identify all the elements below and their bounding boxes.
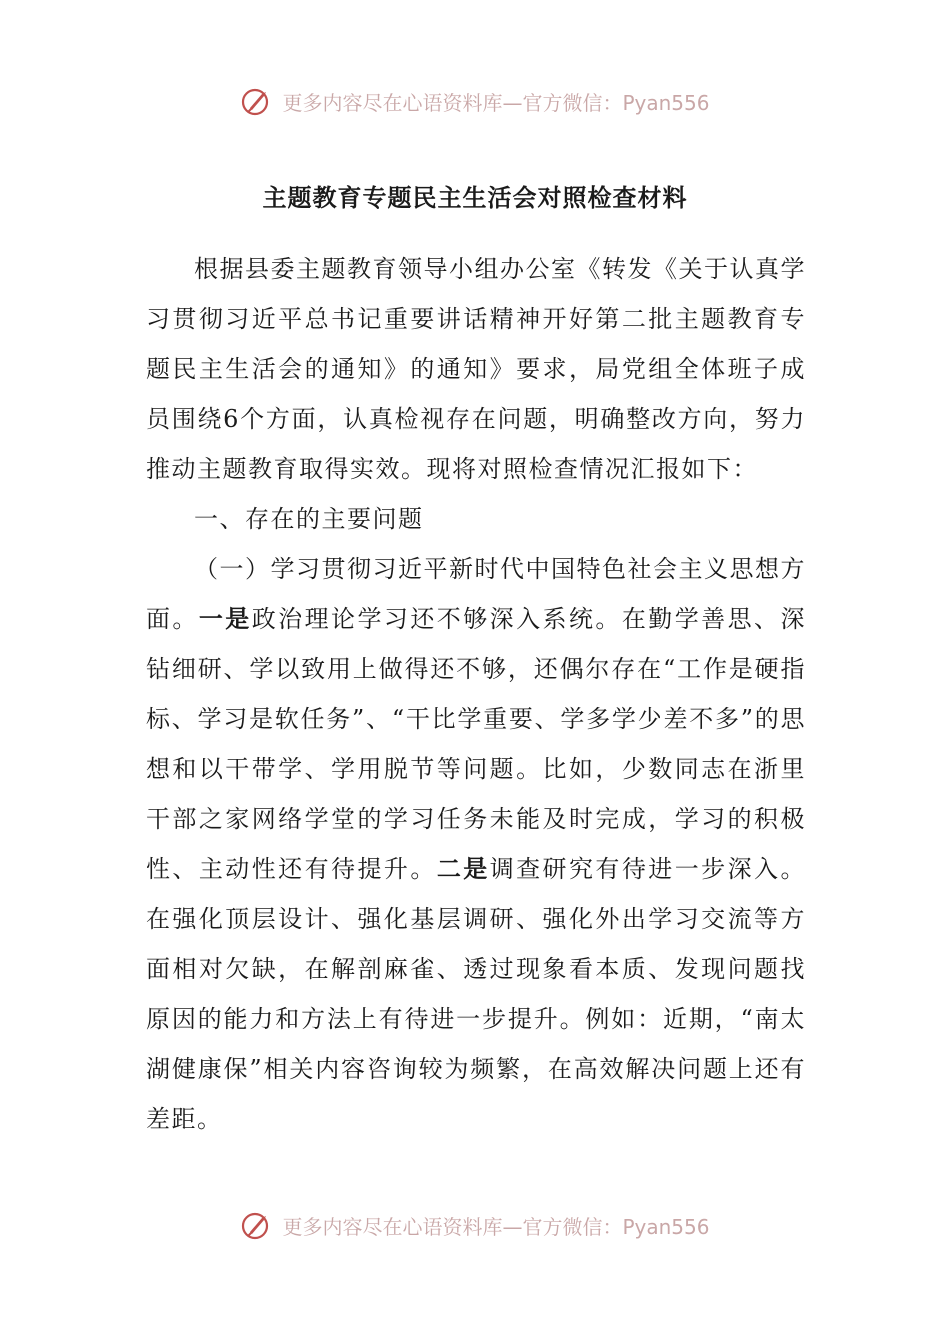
point-2-label: 二是 — [436, 854, 490, 883]
document-body — [146, 244, 806, 1144]
section-heading: 一、存在的主要问题 — [194, 505, 424, 533]
footer-watermark — [0, 1208, 950, 1242]
point-2-text: 调查研究有待进一步深入。在强化顶层设计、强化基层调研、强化外出学习交流等方面相对欠缺，在解剖麻雀、透过现象看本质、发现问题找原因的能力和方法上有待进一步提升。例如：近期，“南太湖健康保”相关内容咨询较为频繁，在高效解决问题上还有差距。 — [146, 855, 806, 1133]
point-1-text: 政治理论学习还不够深入系统。在勤学善思、深钻细研、学以致用上做得还不够，还偶尔存在“工作是硬指标、学习是软任务”、“干比学重要、学多学少差不多”的思想和以干带学、学用脱节等问题。比如，少数同志在浙里干部之家网络学堂的学习任务未能及时完成，学习的积极性、主动性还有待提升。 — [146, 605, 806, 883]
document-title: 主题教育专题民主生活会对照检查材料 — [262, 183, 688, 212]
watermark-text: 更多内容尽在心语资料库—官方微信：Pyan556 — [282, 90, 710, 115]
point-1-label: 一是 — [198, 604, 252, 633]
pen-nib-circle-icon — [240, 84, 274, 118]
intro-paragraph: 根据县委主题教育领导小组办公室《转发《关于认真学习贯彻习近平总书记重要讲话精神开好第二批主题教育专题民主生活会的通知》的通知》要求，局党组全体班子成员围绕6个方面，认真检视存在问题，明确整改方向，努力推动主题教育取得实效。现将对照检查情况汇报如下： — [146, 255, 806, 483]
item-1-paragraph — [146, 544, 806, 1144]
pen-nib-circle-icon — [240, 1208, 274, 1242]
item-1-lead: （一）学习贯彻习近平新时代中国特色社会主义思想方面。 — [146, 555, 806, 633]
header-watermark — [0, 84, 950, 118]
watermark-text: 更多内容尽在心语资料库—官方微信：Pyan556 — [282, 1214, 710, 1239]
